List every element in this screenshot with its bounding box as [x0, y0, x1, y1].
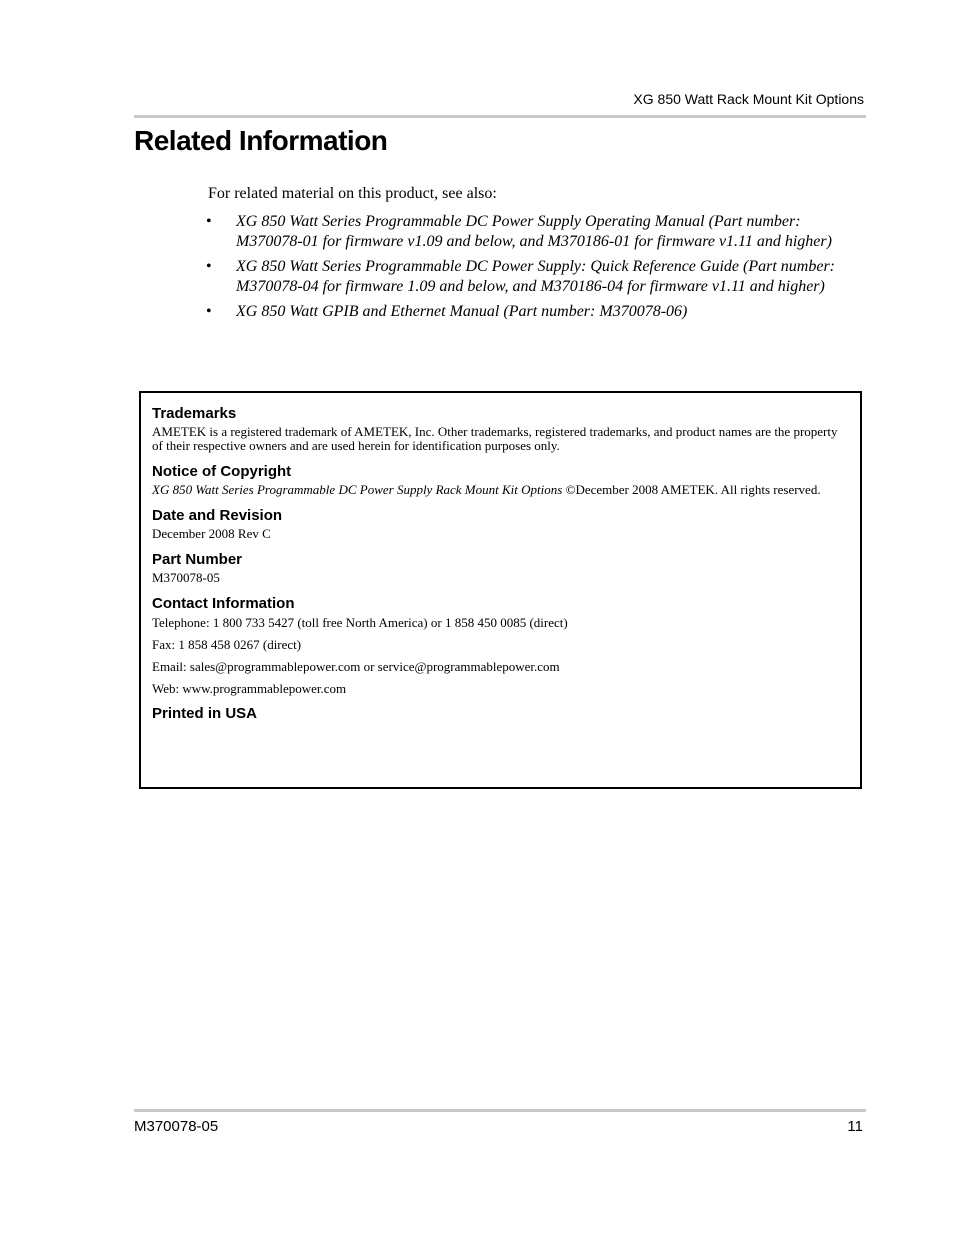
intro-text: For related material on this product, see also:	[208, 185, 497, 202]
section-heading: Related Information	[134, 125, 388, 156]
reference-quick-guide: XG 850 Watt Series Programmable DC Power Supply: Quick Reference Guide (Part number: M370078-04 for firmware 1.09 and below, and M370186-04 for firmware v1.11 and higher)	[236, 258, 835, 295]
part-number-text: M370078-05	[152, 570, 220, 585]
contact-telephone: Telephone: 1 800 733 5427 (toll free North America) or 1 858 450 0085 (direct)	[152, 615, 568, 630]
footer-page-number: 11	[847, 1118, 863, 1135]
contact-web: Web: www.programmablepower.com	[152, 681, 347, 696]
bullet-icon: •	[206, 303, 212, 320]
date-revision-text: December 2008 Rev C	[152, 526, 271, 541]
trademarks-text: AMETEK is a registered trademark of AMETEK, Inc. Other trademarks, registered trademarks, and product names are the property of their respective owners and are used herein for identification purposes only.	[152, 424, 838, 453]
contact-heading: Contact Information	[152, 595, 295, 612]
copyright-notice: ©December 2008 AMETEK. All rights reserved.	[562, 482, 821, 497]
header-rule	[134, 115, 866, 118]
part-number-heading: Part Number	[152, 551, 243, 568]
copyright-heading: Notice of Copyright	[152, 463, 292, 480]
trademarks-heading: Trademarks	[152, 405, 237, 422]
footer-rule	[134, 1109, 866, 1112]
related-references-list	[206, 212, 856, 327]
bullet-icon: •	[206, 258, 212, 275]
printed-heading: Printed in USA	[152, 705, 258, 722]
footer-document-number: M370078-05	[134, 1118, 219, 1135]
list-item	[206, 257, 856, 297]
date-revision-heading: Date and Revision	[152, 507, 283, 524]
reference-gpib-manual: XG 850 Watt GPIB and Ethernet Manual (Part number: M370078-06)	[236, 303, 688, 320]
contact-fax: Fax: 1 858 458 0267 (direct)	[152, 637, 302, 652]
copyright-text	[152, 483, 849, 497]
contact-email: Email: sales@programmablepower.com or service@programmablepower.com	[152, 659, 560, 674]
running-header-title: XG 850 Watt Rack Mount Kit Options	[633, 91, 864, 107]
copyright-document-title: XG 850 Watt Series Programmable DC Power Supply Rack Mount Kit Options	[152, 482, 563, 497]
list-item	[206, 302, 856, 322]
legal-info-box	[139, 391, 862, 789]
list-item	[206, 212, 856, 252]
reference-operating-manual: XG 850 Watt Series Programmable DC Power Supply Operating Manual (Part number: M370078-01 for firmware v1.09 and below, and M370186-01 for firmware v1.11 and higher)	[236, 213, 832, 250]
bullet-icon: •	[206, 213, 212, 230]
